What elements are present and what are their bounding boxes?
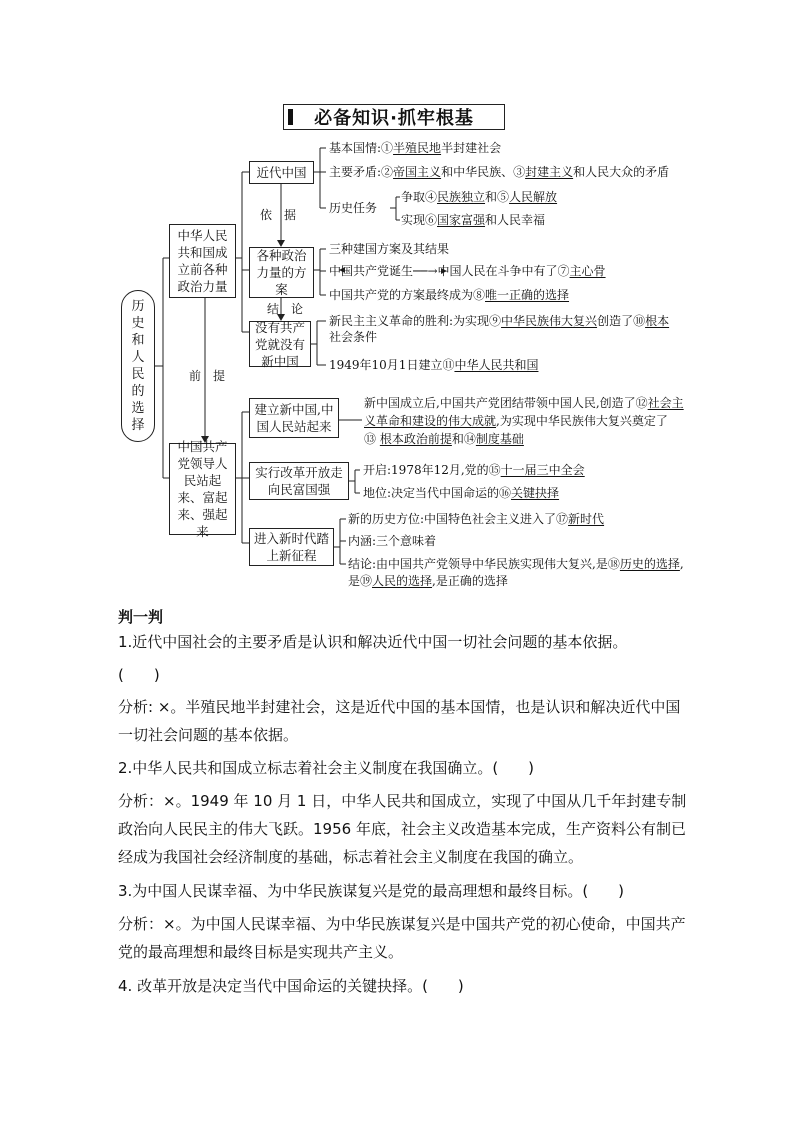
answer-2: 帝国主义 bbox=[393, 165, 442, 179]
banner-bar-icon bbox=[288, 109, 293, 125]
modern-china-leaf-1 bbox=[329, 140, 501, 156]
leaf-text: 和⑭ bbox=[451, 432, 476, 446]
answer-19: 人民的选择 bbox=[372, 574, 433, 588]
leaf-text: 和人民幸福 bbox=[485, 213, 546, 227]
root-node bbox=[121, 290, 155, 442]
leaf-text: 新中国成立后,中国共产党团结带领中国人民,创造了⑫ bbox=[364, 396, 648, 410]
leaf-text: 创造了⑩ bbox=[597, 314, 646, 328]
question-2: 2.中华人民共和国成立标志着社会主义制度在我国确立。( ) bbox=[118, 759, 535, 777]
leaf-text: 中国共产党诞生 bbox=[329, 264, 414, 278]
branch2-label: 中国共产党领导人民站起来、富起来、强起来 bbox=[177, 439, 228, 539]
leaf-text: 开启:1978年12月,党的⑮ bbox=[363, 463, 501, 477]
leaf-text: 基本国情:① bbox=[329, 141, 394, 155]
answer-17: 新时代 bbox=[568, 512, 605, 526]
answer-2-analysis: 分析：×。1949 年 10 月 1 日，中华人民共和国成立，实现了中国从几千年封建专制政治向人民民主的伟大飞跃。1956 年底，社会主义改造基本完成，生产资料公有制已经成为我国社会经济制度的基础，标志着社会主义制度在我国的确立。 bbox=[118, 792, 687, 866]
answer-12: 社会主 bbox=[647, 396, 684, 410]
answer-9: 中华民族伟大复兴 bbox=[501, 314, 598, 328]
basis-label: 依 据 bbox=[260, 208, 297, 222]
answer-13: 根本政治前提 bbox=[379, 432, 452, 446]
new-era-leaf-3b bbox=[348, 573, 508, 589]
leaf-text: 争取④ bbox=[401, 190, 438, 204]
branch1-label: 中华人民共和国成立前各种政治力量 bbox=[177, 228, 228, 294]
leaf-text: 和中华民族、③ bbox=[441, 165, 526, 179]
new-era-leaf-1 bbox=[348, 511, 604, 527]
answer-3: 封建主义 bbox=[525, 165, 574, 179]
no-party-label: 没有共产党就没有新中国 bbox=[254, 319, 305, 369]
task-leaf-2 bbox=[401, 212, 545, 228]
leaf-text: ,为实现中华民族伟大复兴奠定了 bbox=[496, 414, 668, 428]
modern-china-label: 近代中国 bbox=[256, 165, 307, 180]
reform-label: 实行改革开放走向民富国强 bbox=[255, 465, 343, 497]
no-party-box bbox=[249, 321, 311, 367]
new-era-label: 进入新时代踏上新征程 bbox=[253, 531, 329, 563]
banner-title: 必备知识·抓牢根基 bbox=[314, 108, 474, 129]
stand-up-leaf-1 bbox=[364, 395, 684, 411]
answer-7: 主心骨 bbox=[569, 264, 606, 278]
forces-leaf-3 bbox=[329, 287, 569, 303]
judge-title: 判一判 bbox=[118, 608, 164, 626]
section-banner bbox=[283, 104, 505, 130]
branch1-box bbox=[169, 224, 236, 298]
modern-china-leaf-2 bbox=[329, 164, 669, 180]
leaf-text: 1949年10月1日建立⑪ bbox=[329, 358, 455, 372]
reform-leaf-1 bbox=[363, 462, 585, 478]
no-party-leaf-1 bbox=[329, 313, 669, 329]
forces-leaf-2 bbox=[329, 263, 606, 279]
question-4: 4. 改革开放是决定当代中国命运的关键抉择。( ) bbox=[118, 977, 464, 995]
leaf-text: 实现⑥ bbox=[401, 213, 438, 227]
leaf-text: 主要矛盾:② bbox=[329, 165, 394, 179]
branch2-box bbox=[169, 439, 236, 539]
leaf-text: 结论:由中国共产党领导中华民族实现伟大复兴,是⑱ bbox=[348, 557, 620, 571]
new-era-leaf-2: 内涵:三个意味着 bbox=[348, 534, 437, 548]
answer-1: 半殖民地 bbox=[393, 141, 442, 155]
answer-6: 国家富强 bbox=[437, 213, 486, 227]
reform-box bbox=[249, 462, 349, 500]
root-label: 历史和人民的选择 bbox=[131, 299, 145, 433]
task-leaf-1 bbox=[401, 189, 557, 205]
leaf-text: , bbox=[679, 557, 684, 571]
answer-1-analysis: 分析: ×。半殖民地半封建社会，这是近代中国的基本国情，也是认识和解决近代中国一切社会问题的基本依据。 bbox=[118, 698, 681, 744]
answer-16: 关键抉择 bbox=[511, 486, 560, 500]
answer-4: 民族独立 bbox=[437, 190, 486, 204]
no-party-leaf-2 bbox=[329, 357, 538, 373]
answer-8: 唯一正确的选择 bbox=[485, 288, 570, 302]
no-party-leaf-1b: 社会条件 bbox=[329, 330, 378, 344]
new-era-box bbox=[249, 528, 334, 566]
leaf-text: 和人民大众的矛盾 bbox=[573, 165, 670, 179]
leaf-text: 半封建社会 bbox=[441, 141, 502, 155]
answer-14: 制度基础 bbox=[475, 432, 524, 446]
leaf-text: ⑬ bbox=[364, 432, 377, 446]
leaf-text: 是⑲ bbox=[348, 574, 373, 588]
reform-leaf-2 bbox=[363, 485, 559, 501]
modern-china-box bbox=[249, 161, 314, 184]
answer-15: 十一届三中全会 bbox=[500, 463, 585, 477]
answer-3-analysis: 分析：×。为中国人民谋幸福、为中华民族谋复兴是中国共产党的初心使命，中国共产党的最高理想和最终目标是实现共产主义。 bbox=[118, 915, 686, 961]
answer-10: 根本 bbox=[645, 314, 670, 328]
leaf-text: 新的历史方位:中国特色社会主义进入了⑰ bbox=[348, 512, 569, 526]
answer-5: 人民解放 bbox=[509, 190, 558, 204]
answer-12b: 义革命和建设的伟大成就 bbox=[364, 414, 497, 428]
task-label: 历史任务 bbox=[329, 201, 378, 215]
stand-up-box bbox=[249, 398, 339, 438]
new-era-leaf-3 bbox=[348, 556, 684, 572]
question-1: 1.近代中国社会的主要矛盾是认识和解决近代中国一切社会问题的基本依据。 bbox=[118, 633, 628, 651]
leaf-text: 新民主主义革命的胜利:为实现⑨ bbox=[329, 314, 502, 328]
stand-up-leaf-2 bbox=[364, 413, 668, 429]
question-1-blank[interactable]: ( ) bbox=[118, 666, 160, 684]
leaf-text: 中国共产党的方案最终成为⑧ bbox=[329, 288, 486, 302]
leaf-text: 和⑤ bbox=[485, 190, 510, 204]
conclusion-label: 结 论 bbox=[267, 302, 304, 316]
answer-18: 历史的选择 bbox=[619, 557, 680, 571]
stand-up-label: 建立新中国,中国人民站起来 bbox=[254, 402, 334, 434]
forces-label: 各种政治力量的方案 bbox=[256, 248, 307, 297]
stand-up-leaf-3 bbox=[364, 431, 524, 447]
premise-label: 前 提 bbox=[189, 369, 226, 383]
leaf-text: 中国人民在斗争中有了⑦ bbox=[437, 264, 570, 278]
forces-box bbox=[249, 247, 314, 298]
question-3: 3.为中国人民谋幸福、为中华民族谋复兴是党的最高理想和最终目标。( ) bbox=[118, 882, 625, 900]
answer-11: 中华人民共和国 bbox=[454, 358, 539, 372]
leaf-text: ,是正确的选择 bbox=[432, 574, 508, 588]
forces-leaf-1: 三种建国方案及其结果 bbox=[329, 242, 450, 256]
arrow-icon: ──→ bbox=[413, 264, 438, 278]
leaf-text: 地位:决定当代中国命运的⑯ bbox=[363, 486, 512, 500]
